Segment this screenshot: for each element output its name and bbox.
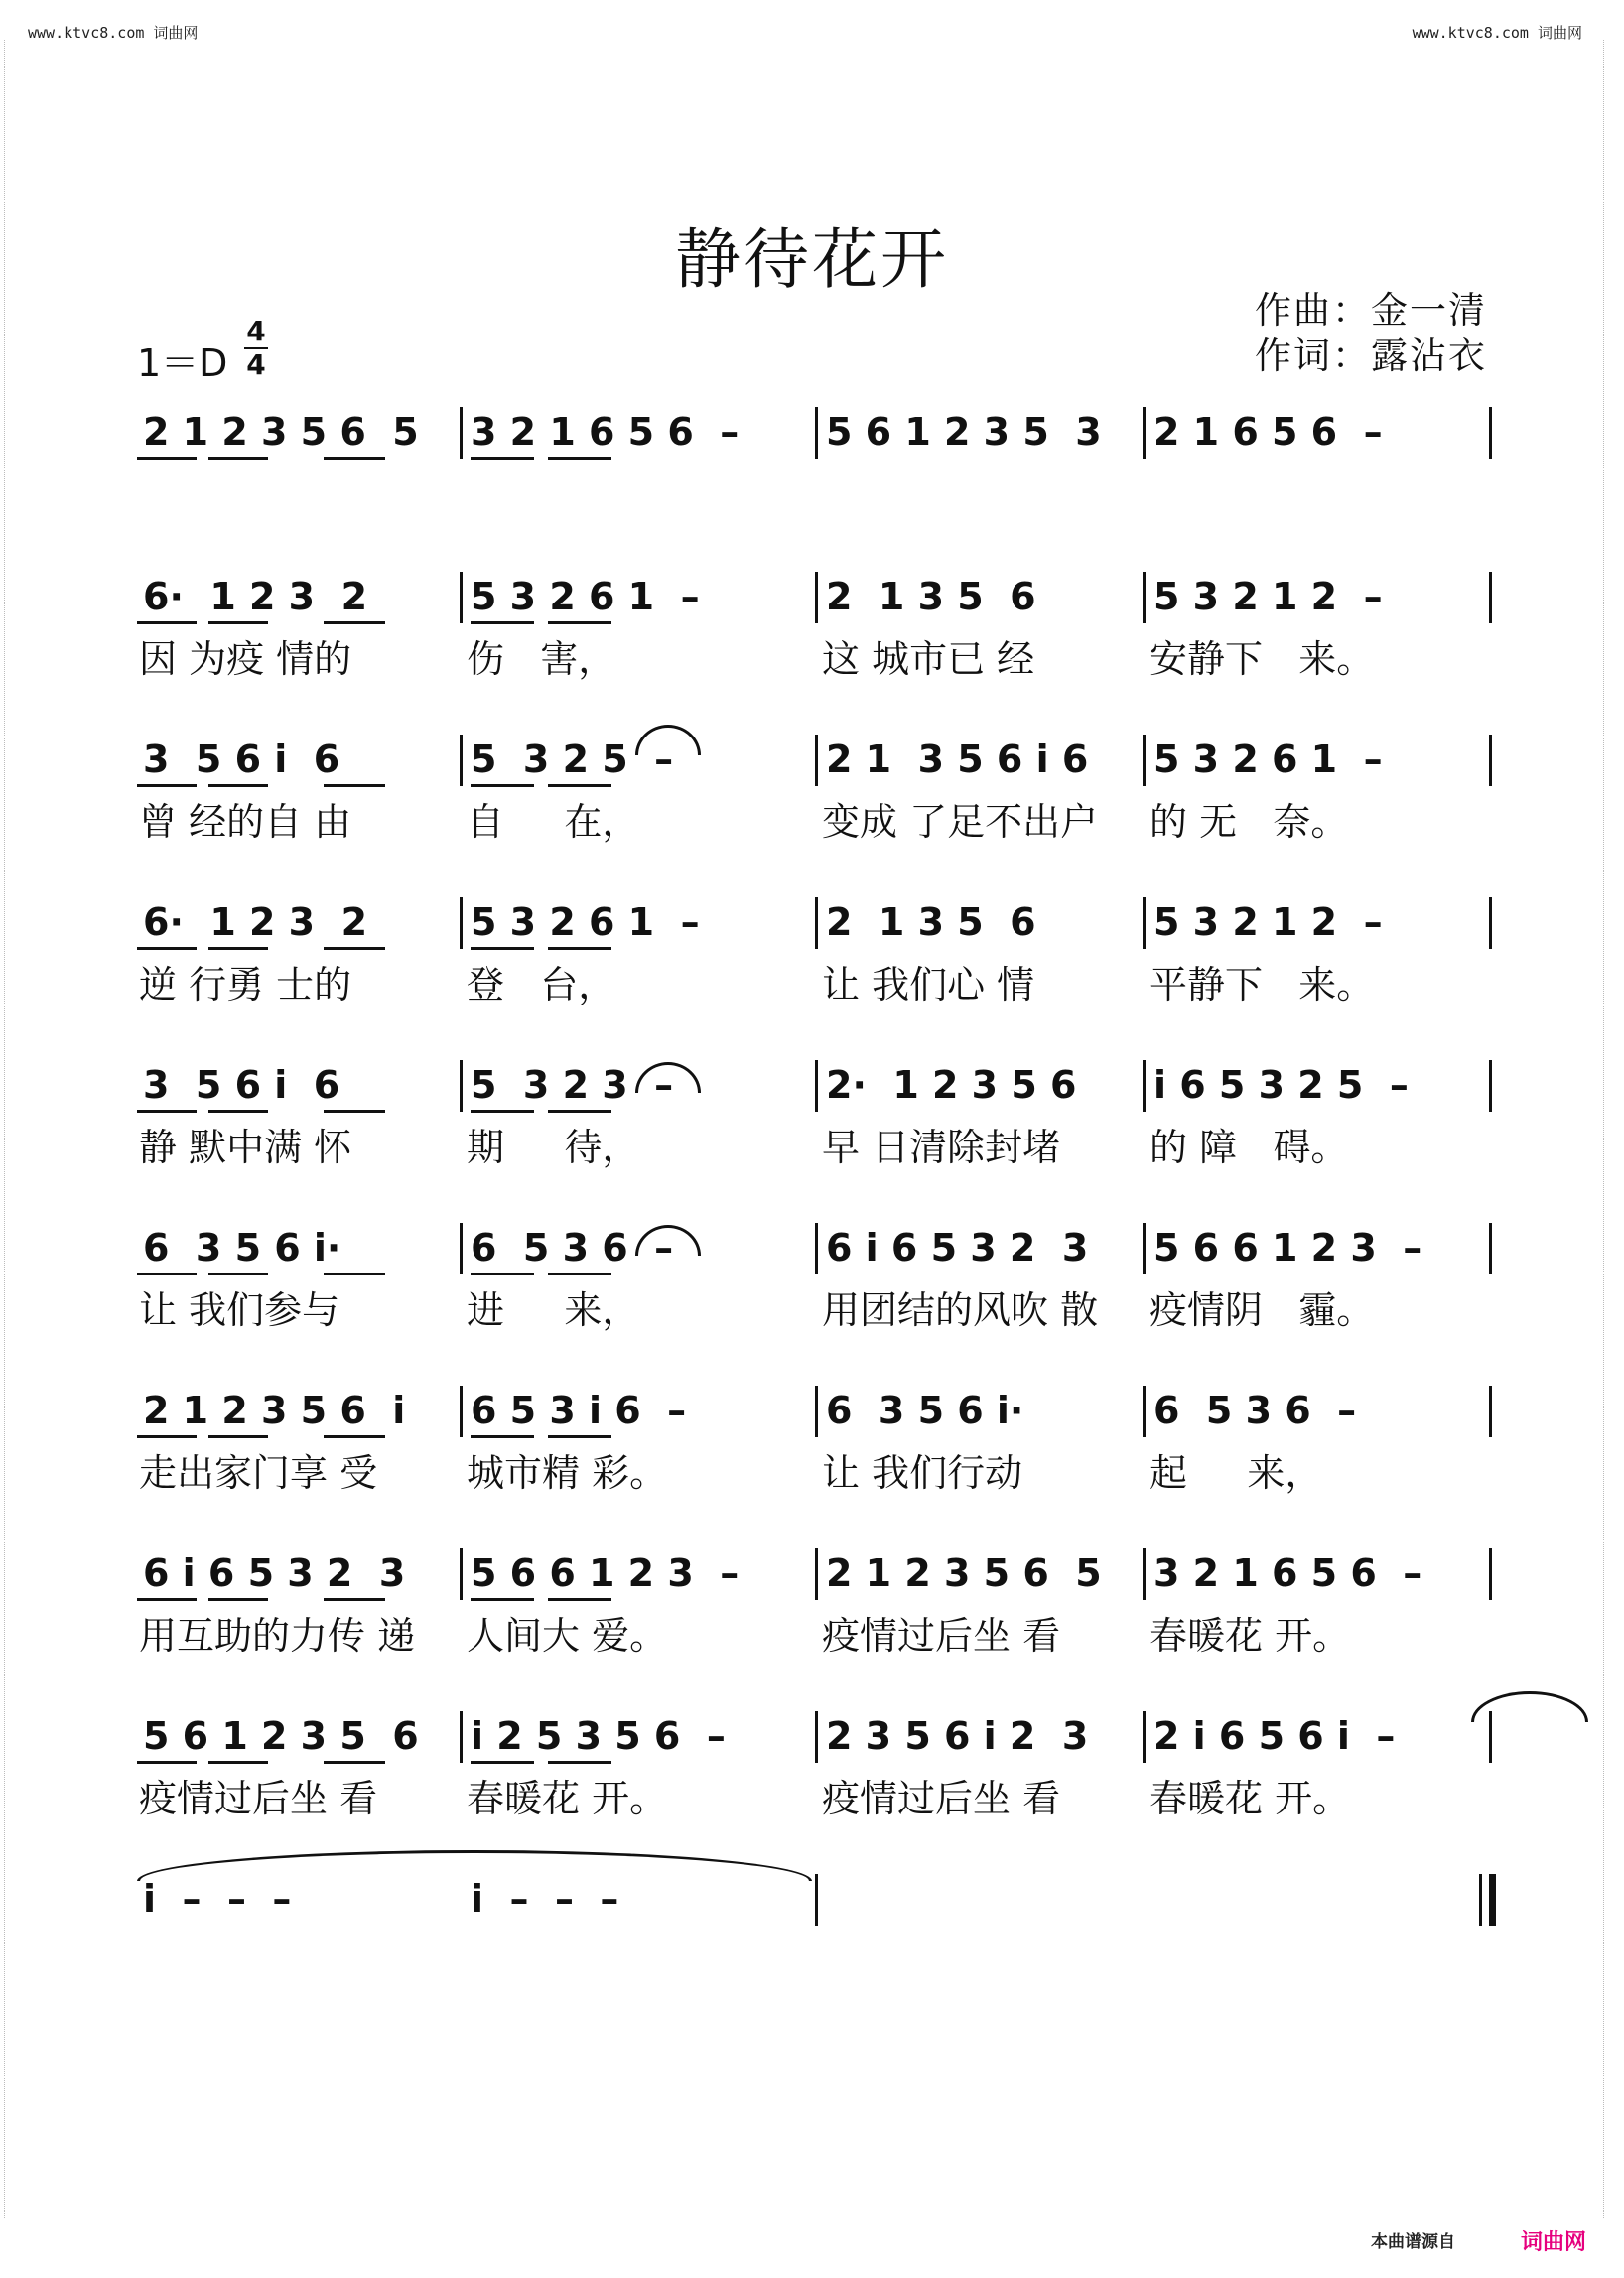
barline [1489,735,1492,786]
beam-underline [208,1598,268,1601]
measure-notes: 6 3 5 6 i· [143,1226,341,1270]
lyric-segment: 春暖花 开。 [1150,1777,1351,1820]
barline [1143,407,1146,459]
beam-underline [548,457,611,460]
jianpu-row [137,574,1497,619]
beam-underline [208,947,268,950]
slur-tie [137,1850,812,1881]
jianpu-row [137,409,1497,455]
lyric-segment: 让 我们心 情 [822,963,1035,1006]
measure-notes: 6· 1 2 3 2 [143,900,368,944]
lyric-segment: 让 我们行动 [822,1451,1023,1495]
lyric-segment: 春暖花 开。 [1150,1614,1351,1658]
barline [460,1548,463,1600]
beam-underline [548,621,611,624]
composer-credit: 作曲：金一清 [1255,289,1487,332]
barline [815,1548,818,1600]
beam-underline [471,1273,534,1275]
lyric-segment: 用团结的风吹 散 [822,1288,1099,1332]
lyric-segment: 疫情过后坐 看 [822,1777,1061,1820]
lyric-segment: 静 默中满 怀 [139,1126,352,1169]
lyric-segment: 安静下 来。 [1150,637,1375,681]
lyric-segment: 进 来， [467,1288,640,1332]
beam-underline [208,784,268,787]
barline [460,1223,463,1274]
lyric-segment: 早 日清除封堵 [822,1126,1061,1169]
beam-underline [137,947,197,950]
lyric-segment: 这 城市已 经 [822,637,1035,681]
jianpu-row [137,1062,1497,1108]
song-title: 静待花开 [675,221,949,298]
beam-underline [471,457,534,460]
measure-notes: 6 i 6 5 3 2 3 [826,1226,1089,1270]
measure-notes: 2 1 2 3 5 6 5 [143,410,419,454]
beam-underline [324,1273,385,1275]
beam-underline [548,947,611,950]
lyric-row [137,798,1497,846]
measure-notes: 6 5 3 6 – [1153,1389,1357,1432]
lyric-segment: 伤 害， [467,637,616,681]
header-watermark-left: www.ktvc8.com 词曲网 [28,24,199,42]
beam-underline [208,1110,268,1113]
measure-notes: 2 3 5 6 i 2 3 [826,1714,1089,1758]
beam-underline [137,457,197,460]
barline [1489,897,1492,949]
barline [460,735,463,786]
final-barline-thin [1479,1874,1482,1926]
lyric-segment: 变成 了足不出户 [822,800,1099,844]
measure-notes: 2 1 6 5 6 – [1153,410,1383,454]
jianpu-row [137,1388,1497,1433]
measure-notes: 5 3 2 1 2 – [1153,575,1383,618]
lyric-segment: 的 障 碍。 [1150,1126,1349,1169]
left-margin-watermark [4,40,15,2218]
beam-underline [548,1435,611,1438]
barline [815,572,818,623]
barline [1143,1223,1146,1274]
barline [1143,1060,1146,1112]
measure-notes: 5 3 2 3 – [471,1063,674,1107]
final-barline-thick [1489,1874,1496,1926]
jianpu-row [137,1225,1497,1271]
right-margin-watermark [1603,40,1614,2218]
measure-notes: 5 6 1 2 3 5 6 [143,1714,419,1758]
jianpu-row [137,1713,1497,1759]
lyric-segment: 逆 行勇 士的 [139,963,352,1006]
beam-underline [548,1273,611,1275]
beam-underline [324,1761,385,1764]
measure-notes: 2 1 3 5 6 i 6 [826,737,1089,781]
barline [815,1060,818,1112]
slur-tie [1471,1691,1588,1722]
measure-notes: 3 5 6 i 6 [143,1063,340,1107]
lyric-segment: 疫情过后坐 看 [139,1777,378,1820]
barline [1143,735,1146,786]
measure-notes: 5 3 2 6 1 – [471,575,700,618]
measure-notes: 6 5 3 6 – [471,1226,674,1270]
beam-underline [548,1110,611,1113]
measure-notes: 5 3 2 5 – [471,737,674,781]
beam-underline [548,1761,611,1764]
measure-notes: i 6 5 3 2 5 – [1153,1063,1409,1107]
beam-underline [324,1435,385,1438]
lyric-row [137,1286,1497,1334]
beam-underline [324,1110,385,1113]
beam-underline [324,947,385,950]
barline [1489,1060,1492,1112]
measure-notes: 2 1 3 5 6 [826,575,1036,618]
measure-notes: 5 3 2 6 1 – [471,900,700,944]
beam-underline [324,621,385,624]
measure-notes: 5 6 1 2 3 5 3 [826,410,1102,454]
barline [815,897,818,949]
beam-underline [471,1435,534,1438]
barline [1143,572,1146,623]
beam-underline [137,1435,197,1438]
barline [1143,1711,1146,1763]
barline [815,735,818,786]
measure-notes: 3 2 1 6 5 6 – [471,410,740,454]
barline [1143,897,1146,949]
beam-underline [137,784,197,787]
measure-notes: 6 3 5 6 i· [826,1389,1024,1432]
beam-underline [208,621,268,624]
lyricist-credit: 作词：露沾衣 [1255,335,1487,377]
footer-site-logo: 词曲网 [1520,2230,1586,2255]
beam-underline [471,784,534,787]
lyric-segment: 用互助的力传 递 [139,1614,416,1658]
beam-underline [208,1761,268,1764]
barline [460,572,463,623]
lyric-segment: 春暖花 开。 [467,1777,668,1820]
measure-notes: 5 3 2 6 1 – [1153,737,1383,781]
beam-underline [324,1598,385,1601]
jianpu-row [137,737,1497,782]
lyric-row [137,1612,1497,1660]
barline [815,1874,818,1926]
lyric-segment: 曾 经的自 由 [139,800,352,844]
lyric-segment: 城市精 彩。 [467,1451,668,1495]
lyric-segment: 疫情阴 霾。 [1150,1288,1375,1332]
lyric-row [137,1775,1497,1822]
barline [815,1386,818,1437]
lyric-row [137,1938,1497,1985]
lyric-segment: 让 我们参与 [139,1288,340,1332]
slur-tie [635,725,701,755]
barline [460,407,463,459]
lyric-row [137,961,1497,1008]
barline [1143,1386,1146,1437]
barline [815,407,818,459]
beam-underline [137,1761,197,1764]
beam-underline [137,1598,197,1601]
measure-notes: 5 3 2 1 2 – [1153,900,1383,944]
jianpu-row [137,1876,1497,1922]
measure-notes: 5 6 6 1 2 3 – [471,1551,740,1595]
time-signature-denominator: 4 [244,347,268,381]
measure-notes: 5 6 6 1 2 3 – [1153,1226,1422,1270]
beam-underline [208,1273,268,1275]
lyric-segment: 的 无 奈。 [1150,800,1349,844]
lyric-row [137,635,1497,683]
lyric-segment: 人间大 爱。 [467,1614,668,1658]
lyric-segment: 走出家门享 受 [139,1451,378,1495]
barline [460,897,463,949]
lyric-row [137,470,1497,518]
measure-notes: 3 5 6 i 6 [143,737,340,781]
lyric-segment: 期 待， [467,1126,640,1169]
footer-source: 本曲谱源自 [1371,2232,1455,2252]
barline [815,1711,818,1763]
lyric-segment: 疫情过后坐 看 [822,1614,1061,1658]
beam-underline [208,1435,268,1438]
key-signature: 1＝D [137,341,228,385]
barline [460,1711,463,1763]
measure-notes: i 2 5 3 5 6 – [471,1714,726,1758]
measure-notes: 3 2 1 6 5 6 – [1153,1551,1422,1595]
lyric-segment: 平静下 来。 [1150,963,1375,1006]
lyric-segment: 因 为疫 情的 [139,637,352,681]
jianpu-row [137,899,1497,945]
beam-underline [548,1598,611,1601]
measure-notes: 2 1 2 3 5 6 i [143,1389,406,1432]
barline [1489,1386,1492,1437]
beam-underline [471,621,534,624]
lyric-row [137,1449,1497,1497]
measure-notes: 2· 1 2 3 5 6 [826,1063,1077,1107]
lyric-segment: 自 在， [467,800,640,844]
measure-notes: 6 5 3 i 6 – [471,1389,687,1432]
measure-notes: i – – – [471,1877,619,1921]
barline [1489,1223,1492,1274]
measure-notes: 2 i 6 5 6 i – [1153,1714,1396,1758]
beam-underline [208,457,268,460]
beam-underline [324,457,385,460]
beam-underline [471,1110,534,1113]
beam-underline [137,1273,197,1275]
barline [815,1223,818,1274]
lyric-segment: 起 来， [1150,1451,1323,1495]
beam-underline [471,947,534,950]
barline [460,1060,463,1112]
measure-notes: 6 i 6 5 3 2 3 [143,1551,406,1595]
measure-notes: 2 1 3 5 6 [826,900,1036,944]
measure-notes: i – – – [143,1877,292,1921]
time-signature-numerator: 4 [246,315,266,347]
time-signature [244,316,268,381]
barline [1489,572,1492,623]
jianpu-row [137,1550,1497,1596]
lyric-row [137,1124,1497,1171]
beam-underline [471,1761,534,1764]
barline [460,1386,463,1437]
beam-underline [324,784,385,787]
lyric-segment: 登 台， [467,963,616,1006]
beam-underline [137,1110,197,1113]
beam-underline [548,784,611,787]
barline [1489,1548,1492,1600]
barline [1143,1548,1146,1600]
measure-notes: 2 1 2 3 5 6 5 [826,1551,1102,1595]
beam-underline [471,1598,534,1601]
measure-notes: 6· 1 2 3 2 [143,575,368,618]
beam-underline [137,621,197,624]
barline [1489,407,1492,459]
header-watermark-right: www.ktvc8.com 词曲网 [1412,24,1582,42]
